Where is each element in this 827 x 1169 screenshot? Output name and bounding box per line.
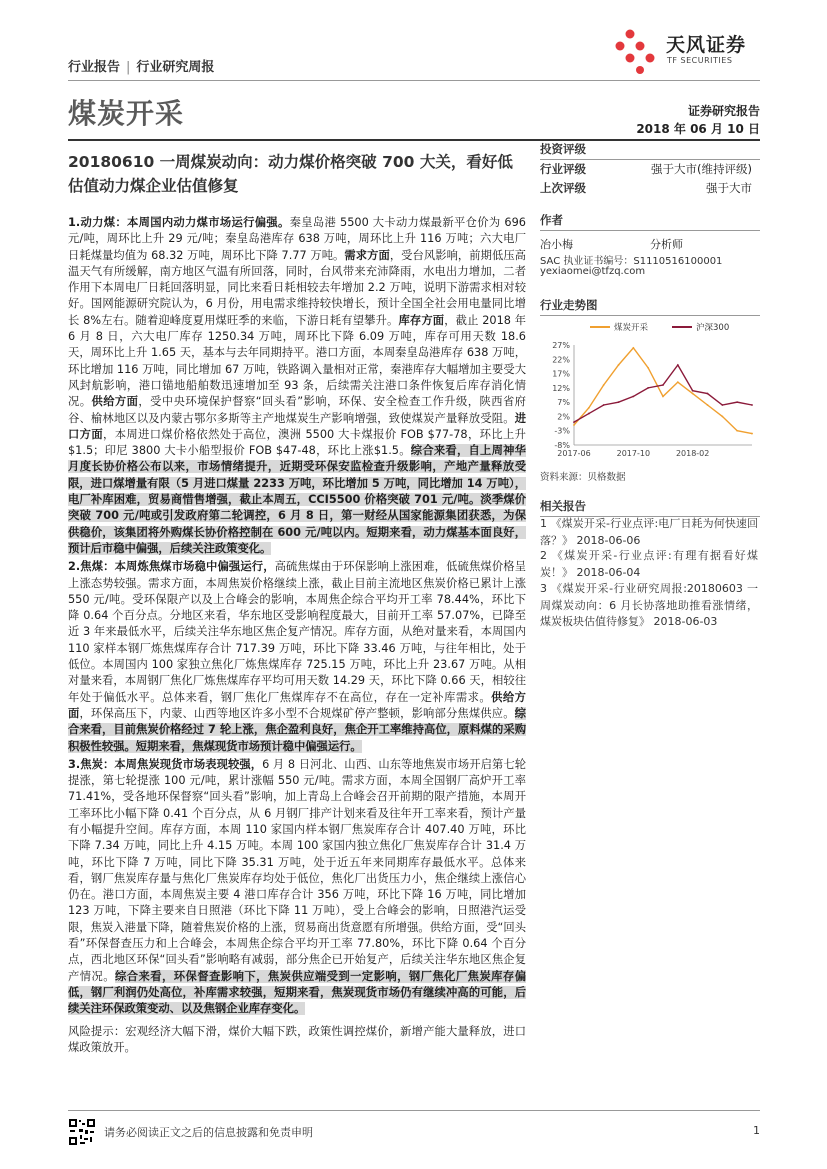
author-role: 分析师 [650, 238, 683, 251]
author-sac-number: SAC 执业证书编号：S1110516100001 [540, 256, 723, 267]
page-number: 1 [753, 1124, 760, 1137]
industry-rating-label: 行业评级 [540, 162, 586, 176]
related-report-item[interactable]: 3 《煤炭开采-行业研究周报:20180603 一周煤炭动向：6 月长协落地助推看涨情绪，煤炭板块估值待修复》 2018-06-03 [540, 582, 758, 628]
data-point [736, 430, 738, 432]
brand-name-en: TF SECURITIES [667, 56, 733, 65]
report-body [68, 215, 526, 1058]
series-line-csi300 [574, 365, 752, 422]
previous-rating-value: 强于大市 [706, 181, 752, 195]
previous-rating-label: 上次评级 [540, 181, 586, 195]
related-report-item[interactable]: 1 《煤炭开采-行业点评:电厂日耗为何快速回落？》 2018-06-06 [540, 517, 758, 547]
data-point [618, 364, 620, 366]
report-date: 2018 年 06 月 10 日 [636, 122, 760, 136]
data-point [677, 364, 679, 366]
body-text: 秦皇岛港 5500 大卡动力煤最新平仓价为 696 元/吨，周环比上升 29 元/吨；秦皇岛港库存 638 万吨，周环比上升 116 万吨；六大电厂日耗煤量均值为 68.32 万吨，周环比下降 7.77 万吨。 [68, 216, 526, 262]
body-text: ，受台风影响，前期低压高温天气有所缓解，南方地区气温有所回落，同时，台风带来充沛降雨，水电出力增加，二者作用下本周电厂日耗回落明显，同比来看日耗相较去年增加 2.2 万吨，说明下游需求相对较好。国网能源研究院认为，6 月份，用电需求维持较快增长，预计全国全社会用电量同比增长 8%左右。随着迎峰度夏用煤旺季的来临，下游日耗有望攀升。 [68, 248, 526, 327]
industry-rating-value: 强于大市(维持评级) [651, 162, 752, 176]
risk-warning: 风险提示：宏观经济大幅下滑，煤价大幅下跌，政策性调控煤价，新增产能大量释放，进口煤政策放开。 [68, 1024, 526, 1054]
industry-rating-row [540, 161, 752, 177]
data-point [588, 407, 590, 409]
data-point [721, 404, 723, 406]
body-text: ，受中央环境保护督察“回头看”影响，环保、安全检查工作升级，陕西省府谷、榆林地区以及内蒙古鄂尔多斯等主产地煤炭生产影响增强，致使煤炭产量释放受阻。 [68, 395, 526, 425]
data-point [662, 384, 664, 386]
related-report-item[interactable]: 2 《煤炭开采-行业点评:有理有据看好煤炭！》 2018-06-04 [540, 549, 758, 579]
data-point [603, 384, 605, 386]
y-tick-label: 2% [557, 412, 570, 422]
summary-highlight: 综合来看，目前焦炭价格经过 7 轮上涨，焦企盈利良好，焦企开工率维持高位，原料煤的采购积极性较强。短期来看，焦煤现货市场预计稳中偏强运行。 [68, 706, 526, 753]
data-point [662, 396, 664, 398]
industry-trend-chart [540, 317, 760, 462]
data-point [751, 433, 753, 435]
y-tick-label: 22% [552, 355, 570, 365]
author-email[interactable]: yexiaomei@tfzq.com [540, 266, 646, 277]
related-reports-heading: 相关报告 [540, 498, 760, 517]
summary-highlight: 综合来看，环保督查影响下，焦炭供应端受到一定影响，钢厂焦化厂焦炭库存偏低，钢厂利润仍处高位，补库需求较强，短期来看，焦炭现货市场仍有继续冲高的可能，后续关注环保政策变动、以及焦钢企业库存变化。 [68, 969, 526, 1016]
report-category: 行业报告 [68, 60, 121, 75]
body-text: ，环保高压下，内蒙、山西等地区许多小型不合规煤矿停产整顿，影响部分焦煤供应。 [79, 706, 515, 720]
data-point [751, 404, 753, 406]
summary-highlight: 综合来看，自上周神华月度长协价格公布以来，市场情绪提升，近期受环保安监检查升级影响，产地产量释放受限，进口煤增量有限（5 月进口煤量 2233 万吨，环比增加 5 万吨，同比增加 14 万吨），电厂补库困难，贸易商惜售增强，截止本周五，CCI5500 价格突破 701 元/吨。淡季煤价突破 700 元/吨或引发政府第二轮调控，6 月 8 日，第一财经从国家能源集团获悉，为保供稳价，该集团将外购煤长协价格控制在 600 元/吨以内。短期来看，动力煤基本面良好，预计后市稳中偏强，后续关注政策变化。 [68, 444, 526, 555]
body-text: 6 月 8 日河北、山西、山东等地焦炭市场开启第七轮提涨，第七轮提涨 100 元/吨，累计涨幅 550 元/吨。需求方面，本周全国钢厂高炉开工率 71.41%，受各地环保督察“回头看”影响，加上青岛上合峰会召开前期的限产措施，本周开工率环比小幅下降 0.41 个百分点，从 6 月钢厂排产计划来看及往年开工率来看，预计产量有小幅提升空间。库存方面，本周 110 家国内样本钢厂焦炭库存合计 407.40 万吨，环比下降 7.34 万吨，同比上升 4.15 万吨。本周 100 家国内独立焦化厂焦炭库存合计 31.4 万吨，环比下降 7 万吨，同比下降 35.31 万吨，处于近五年来同期库存最低水平。总体来看，钢厂焦炭库存量与焦化厂焦炭库存均处于低位，焦化厂出货压力小，焦企继续上涨信心仍在。港口方面，本周焦炭主要 4 港口库存合计 356 万吨，环比下降 16 万吨，同比增加 123 万吨，下降主要来自日照港（环比下降 11 万吨），受上合峰会的影响，日照港汽运受限，焦炭入港量下降，随着焦炭价格的上涨，贸易商出货意愿有所增强。供给方面，受“回头看”环保督查压力和上合峰会，本周焦企综合平均开工率 77.80%，环比下降 0.64 个百分点，西北地区环保“回头看”影响略有减弱，部分焦企已开始复产，后续关注华东地区焦企复产情况。 [68, 757, 527, 983]
data-point [721, 416, 723, 418]
data-point [632, 347, 634, 349]
data-point [736, 401, 738, 403]
section-heading: 1.动力煤：本周国内动力煤市场运行偏强。 [68, 216, 290, 229]
subheading: 进口方面 [68, 411, 526, 441]
rating-heading: 投资评级 [540, 141, 760, 160]
subheading: 供给方面 [68, 690, 526, 720]
chart-heading: 行业走势图 [540, 297, 760, 316]
data-point [573, 421, 575, 423]
y-tick-label: -3% [554, 426, 570, 436]
section-heading: 3.焦炭：本周焦炭现货市场表现较强， [68, 757, 263, 771]
y-tick-label: 7% [557, 398, 570, 408]
chart-source: 资料来源：贝格数据 [540, 472, 626, 483]
body-text: 高硫焦煤由于环保影响上涨困难，低硫焦煤价格呈上涨态势较强。需求方面，本周焦炭价格继续上涨，截止目前主流地区焦炭价格已累计上涨 550 元/吨。受环保限产以及上合峰会的影响，本周焦企综合平均开工率 78.44%，环比下降 0.64 个百分点。分地区来看，华东地区受影响程度最大，目前开工率 57.07%，已降至近 3 年来最低水平，后续关注华东地区焦企复产情况。库存方面，从绝对量来看，本周国内 110 家样本钢厂炼焦煤库存合计 717.39 万吨，环比下降 33.46 万吨，与往年相比，处于低位。本周国内 100 家独立焦化厂炼焦煤库存 725.15 万吨，环比上升 23.67 万吨。从相对量来看，本周钢厂焦化厂炼焦煤库存平均可用天数 14.29 天，环比下降 0.66 天，相较往年处于偏低水平。总体来看，钢厂焦化厂焦煤库存不在高位，存在一定补库需求。 [68, 560, 526, 704]
section-coking-coal [68, 559, 526, 755]
x-tick-label: 2017-06 [557, 449, 591, 458]
qr-code-icon[interactable] [68, 1118, 96, 1146]
y-tick-label: -8% [554, 441, 570, 450]
author-name: 冶小梅 [540, 238, 573, 251]
subheading: 需求方面 [344, 248, 390, 262]
subheading: 供给方面 [91, 395, 139, 409]
report-subcategory: 行业研究周报 [136, 60, 215, 75]
sector-title: 煤炭开采 [68, 97, 185, 130]
legend-label: 煤炭开采 [614, 323, 649, 333]
data-point [588, 413, 590, 415]
footer-divider [68, 1110, 760, 1111]
x-tick-label: 2018-02 [675, 449, 710, 458]
data-point [692, 393, 694, 395]
previous-rating-row [540, 180, 752, 196]
legend-label: 沪深300 [696, 323, 730, 333]
section-heading: 2.焦煤：本周炼焦煤市场稳中偏强运行， [68, 560, 275, 574]
report-type: 证券研究报告 [687, 104, 760, 118]
series-line-coal-mining [574, 348, 752, 434]
body-text: ，本周进口煤价格依然处于高位，澳洲 5500 大卡煤报价 FOB $77-78，环比上升$1.5；印尼 3800 大卡小船型报价 FOB $47-48，环比上涨$1.5。 [68, 427, 526, 458]
x-tick-label: 2017-10 [616, 449, 651, 458]
data-point [647, 367, 649, 369]
data-point [573, 424, 575, 426]
section-thermal-coal [68, 215, 526, 557]
report-title: 20180610 一周煤炭动向：动力煤价格突破 700 大关，看好低估值动力煤企业估值修复 [68, 153, 513, 195]
data-point [677, 381, 679, 383]
y-tick-label: 17% [552, 369, 570, 379]
y-tick-label: 27% [552, 341, 570, 350]
header-divider [68, 80, 760, 81]
disclaimer-text: 请务必阅读正文之后的信息披露和免责申明 [104, 1126, 313, 1139]
data-point [603, 404, 605, 406]
brand-name: 天风证券 [666, 34, 747, 56]
author-heading: 作者 [540, 212, 760, 231]
section-coke [68, 757, 526, 1018]
data-point [647, 387, 649, 389]
breadcrumb-separator: | [126, 60, 131, 75]
data-point [707, 393, 709, 395]
body-text: ，截止 2018 年 6 月 8 日，六大电厂库存 1250.34 万吨，周环比下降 6.09 万吨，库存可用天数 18.6 天，周环比上升 1.65 天，基本与去年同期持平。港口方面，本周秦皇岛港库存 638 万吨，环比增加 116 万吨，同比增加 67 万吨，铁路调入量相对正常，秦港库存大幅增加主要受大风封航影响，港口锚地船舶数迅速增加至 93 条，后续需关注港口条件恢复后库存消化情况。 [68, 313, 526, 409]
data-point [618, 401, 620, 403]
data-point [692, 390, 694, 392]
data-point [632, 396, 634, 398]
report-breadcrumb [68, 56, 214, 75]
data-point [707, 404, 709, 406]
subheading: 库存方面 [398, 313, 445, 327]
y-tick-label: 12% [552, 383, 570, 393]
